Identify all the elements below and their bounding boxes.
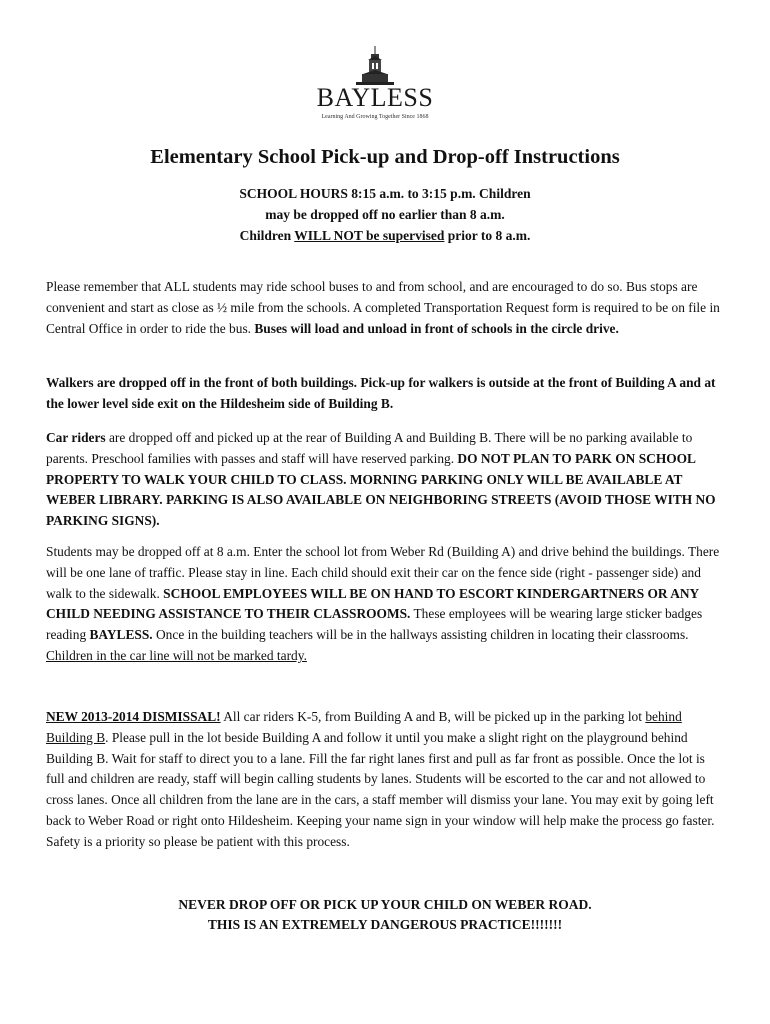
logo-tagline: Learning And Growing Together Since 1868	[321, 114, 429, 120]
paragraph-dismissal: NEW 2013-2014 DISMISSAL! All car riders K-5, from Building A and B, will be picked up in the parking lot behind Building B. Please pull in the lot beside Building A and follow it until you make a slight right on the playground behind Building B. Wait for staff to direct you to a lane. Fill the far right lanes first and pull as far front as possible. Once the lot is full and children are ready, staff will begin calling students by lanes. Students will be escorted to the car and not allowed to cross lanes. Once all children from the lane are in the cars, a staff member will dismiss your lane. You may exit by going left back to Weber Road or right onto Hildesheim. Keeping your name sign in your window will help make the process go faster. Safety is a priority so please be patient with this process.	[46, 709, 715, 849]
not-supervised-text: WILL NOT be supervised	[294, 228, 445, 243]
paragraph-car-riders: Car riders are dropped off and picked up at the rear of Building A and Building B. There will be no parking available to parents. Preschool families with passes and staff will have reserved parking. DO NOT PLAN TO PARK ON SCHOOL PROPERTY TO WALK YOUR CHILD TO CLASS. MORNING PARKING ONLY WILL BE AVAILABLE AT WEBER LIBRARY. PARKING IS ALSO AVAILABLE ON NEIGHBORING STREETS (AVOID THOSE WITH NO PARKING SIGNS).	[46, 430, 716, 529]
hours-line-1: SCHOOL HOURS 8:15 a.m. to 3:15 p.m. Children	[239, 186, 531, 201]
closing-warning	[0, 895, 770, 935]
hours-line-3: Children WILL NOT be supervised prior to 8 a.m.	[239, 228, 531, 243]
paragraph-walkers: Walkers are dropped off in the front of both buildings. Pick-up for walkers is outside at the front of Building A and at the lower level side exit on the Hildesheim side of Building B.	[46, 375, 716, 411]
hours-line-2: may be dropped off no earlier than 8 a.m.	[265, 207, 505, 222]
building-cupola-icon	[316, 44, 434, 88]
closing-line-2: THIS IS AN EXTREMELY DANGEROUS PRACTICE!!!!!!!	[207, 917, 563, 932]
bayless-logo	[316, 44, 434, 124]
school-hours	[0, 183, 770, 246]
paragraph-drop-off: Students may be dropped off at 8 a.m. Enter the school lot from Weber Rd (Building A) and drive behind the buildings. There will be one lane of traffic. Please stay in line. Each child should exit their car on the fence side (right - passenger side) and walk to the sidewalk. SCHOOL EMPLOYEES WILL BE ON HAND TO ESCORT KINDERGARTNERS OR ANY CHILD NEEDING ASSISTANCE TO THEIR CLASSROOMS. These employees will be wearing large sticker badges reading BAYLESS. Once in the building teachers will be in the hallways assisting children in locating their classrooms. Children in the car line will not be marked tardy.	[46, 544, 720, 663]
paragraph-buses: Please remember that ALL students may ride school buses to and from school, and are encouraged to do so. Bus stops are convenient and start as close as ½ mile from the schools. A completed Transportation Request form is required to be on file in Central Office in order to ride the bus. Buses will load and unload in front of schools in the circle drive.	[46, 279, 720, 336]
page-title: Elementary School Pick-up and Drop-off Instructions	[150, 146, 620, 168]
closing-line-1: NEVER DROP OFF OR PICK UP YOUR CHILD ON WEBER ROAD.	[178, 897, 592, 912]
logo-name: BAYLESS	[316, 83, 434, 112]
